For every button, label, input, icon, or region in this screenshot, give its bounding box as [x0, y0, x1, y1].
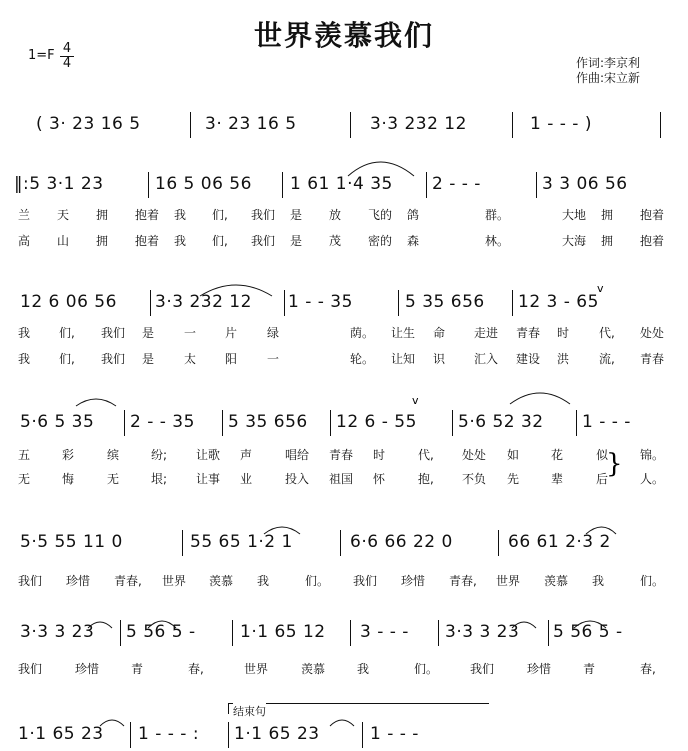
- measure-notes: 3·3 232 12: [155, 292, 252, 312]
- lyric-word: 我们: [18, 662, 43, 676]
- measure-notes: 12 6 06 56: [20, 292, 117, 312]
- lyric-word: 纷;: [151, 448, 168, 462]
- lyric-word: 我们: [353, 574, 378, 588]
- barline: [148, 172, 149, 198]
- lyric-word: 我们: [470, 662, 495, 676]
- lyric-word: 我: [18, 352, 31, 366]
- svg-text:}: }: [606, 449, 623, 479]
- measure-notes: 5 35 656: [228, 412, 308, 432]
- barline: [190, 112, 191, 138]
- score-row: [0, 172, 688, 200]
- lyric-line: [0, 206, 688, 222]
- lyric-word: 群。: [485, 208, 510, 222]
- lyric-word: 我: [592, 574, 605, 588]
- measure-notes: 12 3 - 65: [518, 292, 599, 312]
- score-row: [0, 290, 688, 318]
- ending-label: 结束句: [233, 705, 266, 718]
- lyric-word: 让生: [391, 326, 416, 340]
- barline: [120, 620, 121, 646]
- measure-notes: 16 5 06 56: [155, 174, 252, 194]
- lyric-word: 辈: [551, 472, 564, 486]
- barline: [232, 620, 233, 646]
- lyric-word: 我: [174, 234, 187, 248]
- lyric-word: 走进: [474, 326, 499, 340]
- measure-notes: 3· 23 16 5: [205, 114, 297, 134]
- lyric-word: 先: [507, 472, 520, 486]
- lyric-word: 一: [184, 326, 197, 340]
- lyric-word: 们。: [640, 574, 665, 588]
- measure-notes: 66 61 2·3 2: [508, 532, 611, 552]
- lyric-word: 珍惜: [401, 574, 426, 588]
- lyric-word: 是: [290, 208, 303, 222]
- lyric-word: 我们: [18, 574, 43, 588]
- measure-notes: 1·1 65 23: [18, 724, 104, 744]
- lyric-word: 青春: [516, 326, 541, 340]
- lyric-word: 放: [329, 208, 342, 222]
- barline: [512, 112, 513, 138]
- lyric-word: 们,: [212, 234, 228, 248]
- lyricist-credit: 作词:李京利: [576, 56, 641, 70]
- barline: [222, 410, 223, 436]
- lyric-word: 悔: [62, 472, 75, 486]
- lyric-word: 我: [174, 208, 187, 222]
- measure-notes: 1·1 65 12: [240, 622, 326, 642]
- measure-notes: 2 - - 35: [130, 412, 195, 432]
- lyric-word: 我们: [251, 208, 276, 222]
- lyric-word: 时: [557, 326, 570, 340]
- lyric-word: 不负: [462, 472, 487, 486]
- barline: [124, 410, 125, 436]
- lyric-word: 垠;: [151, 472, 168, 486]
- lyric-word: 绿: [267, 326, 280, 340]
- lyric-word: 森: [407, 234, 420, 248]
- lyric-word: 花: [551, 448, 564, 462]
- measure-notes: 1 - - -: [370, 724, 419, 744]
- lyric-word: 片: [225, 326, 238, 340]
- lyric-word: 春,: [640, 662, 656, 676]
- measure-notes: 5 56 5 -: [126, 622, 196, 642]
- svg-text:v: v: [412, 394, 419, 407]
- lyric-word: 一: [267, 352, 280, 366]
- measure-notes: 1 - - - ): [530, 114, 592, 134]
- lyric-word: 处处: [640, 326, 665, 340]
- measure-notes: 5·6 52 32: [458, 412, 544, 432]
- lyric-word: 缤: [107, 448, 120, 462]
- lyric-word: 们。: [414, 662, 439, 676]
- time-top: 4: [62, 41, 72, 56]
- lyric-word: 如: [507, 448, 520, 462]
- lyric-word: 青春,: [114, 574, 142, 588]
- barline: [576, 410, 577, 436]
- lyric-word: 命: [433, 326, 446, 340]
- barline: [362, 722, 363, 748]
- lyric-word: 后: [596, 472, 609, 486]
- lyric-word: 建设: [516, 352, 541, 366]
- barline: [452, 410, 453, 436]
- lyric-word: 珍惜: [66, 574, 91, 588]
- barline: [228, 722, 229, 748]
- ending-bracket: [228, 703, 489, 718]
- lyric-word: 拥: [601, 208, 614, 222]
- measure-notes: 3·3 232 12: [370, 114, 467, 134]
- barline: [512, 290, 513, 316]
- lyric-word: 汇入: [474, 352, 499, 366]
- lyric-word: 茂: [329, 234, 342, 248]
- lyric-word: 时: [373, 448, 386, 462]
- lyric-word: 太: [184, 352, 197, 366]
- lyric-word: 无: [107, 472, 120, 486]
- score-row: [0, 620, 688, 648]
- lyric-word: 密的: [368, 234, 393, 248]
- measure-notes: 1 - - -: [582, 412, 631, 432]
- lyric-word: 拥: [96, 208, 109, 222]
- lyric-word: 抱着: [135, 208, 160, 222]
- lyric-word: 似: [596, 448, 609, 462]
- lyric-word: 荫。: [350, 326, 375, 340]
- lyric-word: 五: [18, 448, 31, 462]
- measure-notes: 5·6 5 35: [20, 412, 95, 432]
- lyric-word: 流,: [599, 352, 615, 366]
- lyric-word: 怀: [373, 472, 386, 486]
- composer-credit: 作曲:宋立新: [576, 71, 641, 85]
- lyric-word: 山: [57, 234, 70, 248]
- lyric-word: 识: [433, 352, 446, 366]
- lyric-word: 是: [290, 234, 303, 248]
- measure-notes: 1·1 65 23: [234, 724, 320, 744]
- lyric-word: 我: [257, 574, 270, 588]
- lyric-word: 大地: [562, 208, 587, 222]
- barline: [660, 112, 661, 138]
- lyric-word: 业: [240, 472, 253, 486]
- measure-notes: 3·3 3 23: [20, 622, 95, 642]
- measure-notes: 1 61 1·4 35: [290, 174, 393, 194]
- lyric-word: 们,: [59, 352, 75, 366]
- lyric-word: 们,: [212, 208, 228, 222]
- lyric-word: 我们: [251, 234, 276, 248]
- barline: [284, 290, 285, 316]
- lyric-word: 抱着: [640, 234, 665, 248]
- lyric-word: 轮。: [350, 352, 375, 366]
- lyric-word: 天: [57, 208, 70, 222]
- measure-notes: ( 3· 23 16 5: [36, 114, 141, 134]
- lyric-word: 我: [357, 662, 370, 676]
- lyric-word: 无: [18, 472, 31, 486]
- lyric-word: 羡慕: [301, 662, 326, 676]
- lyric-word: 让知: [391, 352, 416, 366]
- measure-notes: 5 56 5 -: [553, 622, 623, 642]
- barline: [350, 112, 351, 138]
- score-row: [0, 112, 688, 140]
- barline: [398, 290, 399, 316]
- lyric-word: 我们: [101, 352, 126, 366]
- lyric-word: 我们: [101, 326, 126, 340]
- measure-notes: 3 - - -: [360, 622, 409, 642]
- song-title: 世界羡慕我们: [253, 19, 434, 52]
- lyric-line: [0, 446, 688, 462]
- lyric-word: 抱着: [640, 208, 665, 222]
- time-signature: [60, 42, 74, 71]
- measure-notes: 1 - - 35: [288, 292, 353, 312]
- lyric-word: 阳: [225, 352, 238, 366]
- lyric-word: 是: [142, 352, 155, 366]
- lyric-word: 唱给: [285, 448, 310, 462]
- lyric-word: 兰: [18, 208, 31, 222]
- lyric-word: 青: [583, 662, 596, 676]
- measure-notes: 3·3 3 23: [445, 622, 520, 642]
- lyric-word: 抱着: [135, 234, 160, 248]
- lyric-word: 投入: [285, 472, 310, 486]
- lyric-word: 大海: [562, 234, 587, 248]
- barline: [340, 530, 341, 556]
- lyric-word: 是: [142, 326, 155, 340]
- lyric-word: 羡慕: [209, 574, 234, 588]
- measure-notes: 5 35 656: [405, 292, 485, 312]
- lyric-line: [0, 350, 688, 366]
- barline: [330, 410, 331, 436]
- measure-notes: ‖:5 3·1 23: [14, 174, 104, 194]
- lyric-word: 们。: [305, 574, 330, 588]
- svg-text:v: v: [597, 282, 604, 295]
- lyric-word: 抱,: [418, 472, 434, 486]
- lyric-word: 珍惜: [75, 662, 100, 676]
- lyric-word: 羡慕: [544, 574, 569, 588]
- score-row: [0, 722, 688, 750]
- lyric-word: 春,: [188, 662, 204, 676]
- lyric-line: [0, 324, 688, 340]
- barline: [282, 172, 283, 198]
- lyric-word: 洪: [557, 352, 570, 366]
- measure-notes: 6·6 66 22 0: [350, 532, 453, 552]
- lyric-word: 让事: [196, 472, 221, 486]
- lyric-word: 世界: [162, 574, 187, 588]
- lyric-word: 青春: [329, 448, 354, 462]
- lyric-word: 拥: [601, 234, 614, 248]
- lyric-word: 青: [131, 662, 144, 676]
- barline: [350, 620, 351, 646]
- measure-notes: 3 3 06 56: [542, 174, 628, 194]
- measure-notes: 55 65 1·2 1: [190, 532, 293, 552]
- barline: [182, 530, 183, 556]
- lyric-word: 声: [240, 448, 253, 462]
- lyric-word: 代,: [418, 448, 434, 462]
- lyric-line: [0, 470, 688, 486]
- barline: [536, 172, 537, 198]
- barline: [130, 722, 131, 748]
- lyric-word: 们,: [59, 326, 75, 340]
- barline: [548, 620, 549, 646]
- measure-notes: 2 - - -: [432, 174, 481, 194]
- key-label: 1=F: [28, 48, 55, 63]
- lyric-word: 鸽: [407, 208, 420, 222]
- key-signature: [28, 41, 72, 71]
- lyric-word: 林。: [485, 234, 510, 248]
- lyric-word: 拥: [96, 234, 109, 248]
- barline: [150, 290, 151, 316]
- lyric-line: [0, 572, 688, 588]
- lyric-word: 人。: [640, 472, 665, 486]
- lyric-word: 我: [18, 326, 31, 340]
- barline: [438, 620, 439, 646]
- lyric-word: 祖国: [329, 472, 354, 486]
- lyric-word: 世界: [496, 574, 521, 588]
- lyric-word: 世界: [244, 662, 269, 676]
- score-row: [0, 530, 688, 558]
- lyric-word: 处处: [462, 448, 487, 462]
- lyric-word: 锦。: [640, 448, 665, 462]
- lyric-word: 飞的: [368, 208, 393, 222]
- barline: [426, 172, 427, 198]
- time-bottom: 4: [60, 56, 74, 71]
- lyric-line: [0, 232, 688, 248]
- measure-notes: 12 6 - 55: [336, 412, 417, 432]
- measure-notes: 5·5 55 11 0: [20, 532, 123, 552]
- lyric-word: 代,: [599, 326, 615, 340]
- barline: [498, 530, 499, 556]
- lyric-word: 彩: [62, 448, 75, 462]
- credits: [576, 56, 640, 86]
- lyric-word: 让歌: [196, 448, 221, 462]
- lyric-word: 高: [18, 234, 31, 248]
- lyric-word: 青春,: [449, 574, 477, 588]
- lyric-word: 青春: [640, 352, 665, 366]
- measure-notes: 1 - - - :: [138, 724, 200, 744]
- score-row: [0, 410, 688, 438]
- lyric-line: [0, 660, 688, 676]
- lyric-word: 珍惜: [527, 662, 552, 676]
